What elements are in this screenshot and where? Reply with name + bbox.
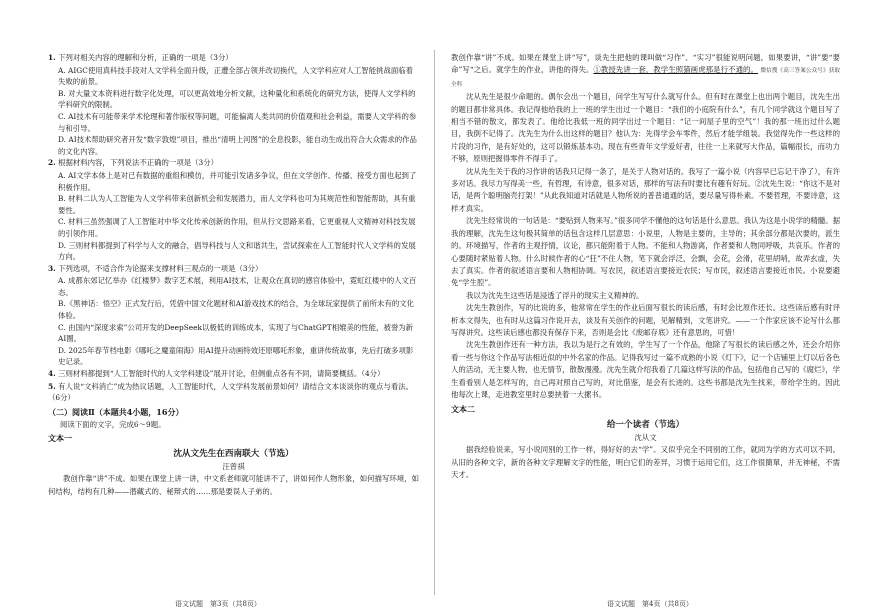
question-2-stem: 2. 根据材料内容，下列说法不正确的一项是（3分） (48, 158, 218, 168)
text1-paragraph-5: 我以为沈先生这些话是浸透了浮升的现实主义精神的。 (466, 290, 644, 300)
q1-option-b: B. 对大量文本资料进行数字化处理，可以更高效地分析文献，这种量化和系统化的研究方法，使得人文学科的学科研究的限制。 (58, 88, 416, 110)
right-footer: 语文试题 第4页（共8页） (607, 600, 693, 608)
q1-option-c: C. AI技术有可能带来学术伦理和著作版权等问题，可能偏离人类共同的价值观和社会利益，需要人文学科的参与和引导。 (58, 111, 417, 133)
text1-author: 汪曾祺 (222, 462, 245, 472)
q2-option-c: C. 材料三虽然强调了人工智能对中华文化传承创新的作用，但从行文思路来看，它更重视人文精神对科技发展的引领作用。 (58, 217, 416, 238)
text2-paragraph: 据我经验说来，写小说同别的工作一样，得好好的去“学”。又似乎完全不同别的工作，就同为学的方式可以不同。从旧的各种文字，新的各种文字理解文字的性能，明白它们的差异，习惯于运用它们，这工作很簡單，并无神秘，不需天才。 (451, 445, 840, 480)
text1-paragraph-6: 沈先生教创作，写的比说的多，他常常在学生的作业后面写很长的读后感，有时会比原作还长。这些读后感有时评析本文得失，也有时从这篇习作说开去，谈及有关创作的问题，见解精到，文笔讲究。——一个作家应该不论写什么都写得讲究。这些读后感也都没有保存下来，否则是会比《废邮存底》还有意思的，可惜！ (451, 303, 840, 337)
text2-title: 给一个读者（节选） (606, 420, 685, 431)
q1-option-d: D. AI技术帮助研究者开发“数字敦煌”项目，推出“清明上河图”的全息投影，能自动生成出符合大众需求的作品的文化内容。 (58, 135, 417, 156)
question-3-stem: 3. 下列选项，不适合作为论据来支撑材料三观点的一项是（3分） (48, 263, 263, 273)
text1-label: 文本一 (48, 433, 72, 444)
text2-label: 文本二 (451, 404, 475, 415)
q3-option-d: D. 2025年春节档电影《哪吒之魔童闹海》用AI提升动画特效还原哪吒形象，重讲传统故事，先后打破多项影史记录。 (58, 345, 414, 367)
left-footer: 语文试题 第3页（共8页） (175, 600, 261, 608)
question-1-stem: 1. 下列对相关内容的理解和分析，正确的一项是（3分） (48, 53, 233, 62)
section-heading: （二）阅读Ⅱ（本题共4小题，16分） (48, 406, 184, 417)
text1-paragraph-2: 沈从先生是很少命题的。偶尔会出一个题目，问学生写写什么就写什么。但有时在课堂上也出两个题目，沈先生出的题目都非常具体。我记得他给我的上一班的学生出过一个题目：“我们的小庭院有什么”，有几个同学就这个题目写了相当不错的散文，都发表了。他给比我低一班的同学出过一个题目：“记一间屋子里的空气”！我的那一班出过什么题目，我倒不记得了。沈先生为什么出这样的题目？他认为：先得学会车零件，然后才能学组装。我觉得先作一些这样的片段的习作，是有好处的，这可以锻炼基本功。现在有些青年文学爱好者，往往一上来就写大作品，篇幅很长，而功力不够，原则把握得零件不得手了。 (451, 92, 840, 164)
text1-paragraph-4: 沈先生经常说的一句话是：“要贴到人物来写。”很多同学不懂他的这句话是什么意思。我认为这是小说学的精髓。据我的理解，沈先生这句极其简单的话包含这样几层意思：小说里，人物是主要的，主导的；其余部分都是次要的，派生的。环境描写，作者的主观抒情，议论，都只能附着于人物。不能和人物游离，作者要和人物同呼吸，共哀乐。作者的心要随时紧贴着人物。什么时候作者的心“狂”不住人物，笔下就会浮泛，会飘，会花，会滑，花里胡哨，故弄玄虚，失去了真实。作者的叙述语言要和人物相协调。写农民，叙述语言要接近农民；写市民，叙述语言要接近市民。小说要避免“学生腔”。 (451, 216, 840, 288)
underlined-sentence-1: ①教授先讲一套，教学生照猫画虎那是行不通的。 (593, 65, 759, 75)
q3-option-b: B.《黑神话：悟空》正式发行后，凭借中国文化题材和AI游戏技术的结合，为全球玩家提供了前所未有的文化体验。 (58, 299, 415, 321)
text1-paragraph: 教创作靠“讲”不成。如果在课堂上讲一讲，中文系老师就可能讲不了，讲如何作人物形象，如何描写环境，如何结构，结构有几种——潜藏式的、秘辩式的……那是要误人子弟的。 (48, 474, 419, 496)
question-4-stem: 4. 三则材料都提到“人工智能时代的人文学科建设”展开讨论，但侧重点各有不同，请简要概括。（4分） (48, 369, 385, 379)
text2-author: 沈从文 (634, 433, 657, 443)
q2-option-a: A. AI文学本体上是对已有数据的重组和模仿，并可能引发诸多争议，但在文学创作、传播、接受方面也起到了积极作用。 (58, 170, 417, 192)
right-page (435, 0, 870, 615)
q1-option-a: A. AIGC使用真科技手段对人文学科全面升级，正遭全部占领并改切换代，人文学科应对人工智能挑战面临着失败的前景。 (58, 65, 414, 87)
q2-option-b: B. 材料二认为人工智能为人文学科带来创新机会和发展潜力，而人文学科也可为其规范性和智能帮助，具有重要性。 (58, 194, 416, 215)
q3-option-a: A. 成都东郊记忆举办《红楼梦》数字艺术展，利用AI技术，让观众在真切的感官体验中，霓虹红楼中的人文百态。 (58, 276, 417, 297)
text1-title: 沈从文先生在西南联大（节选） (173, 449, 294, 460)
q3-option-c: C. 由国内“深度求索”公司开发的DeepSeek以极低的训练成本，实现了与ChatGPT相媲美的性能，被誉为新AI圈。 (58, 322, 414, 344)
text1-paragraph-7: 沈先生教创作还有一种方法，我以为是行之有效的，学生写了一个作品，他除了写很长的读后感之外，还会介绍你看一些与你这个作品写法相近似的中外名家的作品。记得我写过一篇不成熟的小说《灯下》，记一个店铺里上灯以后各色人的活动，无主要人物，也无情节，散散漫漫。沈先生就介绍我看了几篇这样写法的作品，包括他自己写的《腐烂》，学生看看别人是怎样写的，自己再对照自己写的，对比借鉴，是会有长进的。这些书都是沈先生找来，带给学生的。因此他每次上课，走进教室里时总要挟着一大摞书。 (451, 340, 840, 399)
watermark-note: 微信搜《高三答案公众号》获取全科 (451, 68, 840, 88)
text1-paragraph-3: 沈从先生关于我的习作讲的话我只记得一条了，是关于人物对话的。我写了一篇小说（内容早已忘记干净了），有许多对话。我尽力写得美一些，有哲理，有诗意，很多对话，那样的写法有时要比有趣有好玩。②沈先生说：“你这不是对话，是两个聪明脑壳打架！”从此我知道对话就是人物所说的普普通通的话，要尽量写得朴素。不要哲理，不要诗意，这样才真实。 (451, 166, 840, 213)
question-5-stem: 5. 有人说“文科消亡”成为热议话题，人工智能时代，人文学科发展前景如何？请结合文本谈谈你的观点与看法。（6分） (48, 381, 413, 403)
section-instruction: 阅读下面的文字，完成6～9题。 (60, 419, 166, 429)
q2-option-d: D. 三则材料都提到了科学与人文的融合，倡导科技与人文和谐共生，尝试探索在人工智能时代人文学科的发展方向。 (58, 240, 416, 262)
text1-paragraph-continued: 教创作靠“讲”不成。如果在课堂上讲“写”，谈先生把他的课叫做“习作”、“实习”很能说明问题。如果要讲，“讲”要“要命”写“之后。就学生的作业，讲他的得失。①教授先讲一套，教学生照猫画虎那是行不通的。 微信搜《高三答案公众号》获取全科 (451, 53, 840, 88)
